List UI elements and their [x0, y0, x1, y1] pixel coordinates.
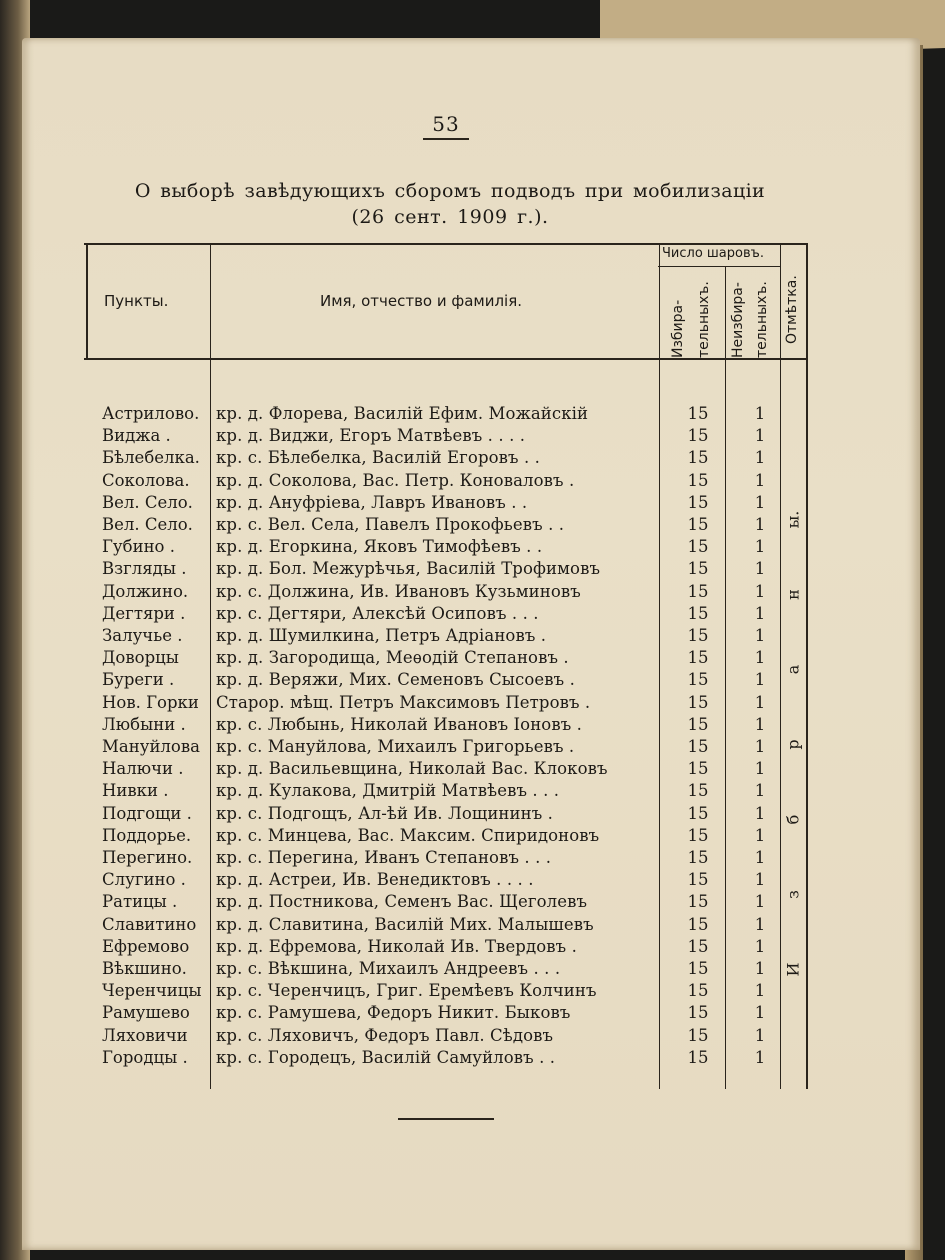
row-name: кр. с. Черенчицъ, Григ. Еремѣевъ Колчинъ	[216, 981, 597, 1001]
row-name: кр. с. Любынь, Николай Ивановъ Іоновъ .	[216, 714, 582, 734]
row-name: кр. д. Загородища, Меѳодій Степановъ .	[216, 648, 569, 668]
row-place: Взгляды .	[102, 559, 187, 579]
remark-letter: н	[783, 589, 803, 600]
row-place: Губино .	[102, 537, 175, 557]
row-for-count: 15	[687, 470, 709, 490]
row-name: кр. с. Минцева, Вас. Максим. Спиридоновъ	[216, 825, 600, 845]
row-for-count: 15	[687, 1003, 709, 1023]
row-place: Славитино	[102, 914, 197, 934]
row-against-count: 1	[754, 870, 766, 890]
row-place: Перегино.	[102, 848, 193, 867]
row-against-count: 1	[754, 426, 766, 446]
row-place: Налючи .	[102, 759, 184, 779]
row-against-count: 1	[754, 1047, 766, 1067]
page-subtitle-date: (26 сент. 1909 г.).	[351, 206, 549, 228]
header-place: Пункты.	[104, 292, 169, 310]
row-for-count: 15	[687, 714, 709, 734]
row-for-count: 15	[687, 781, 709, 801]
row-name: кр. д. Егоркина, Яковъ Тимофѣевъ . .	[216, 537, 543, 557]
row-for-count: 15	[687, 1025, 709, 1045]
row-name: кр. д. Соколова, Вас. Петр. Коноваловъ .	[216, 470, 575, 490]
header-for-line2: тельныхъ.	[696, 281, 712, 358]
row-for-count: 15	[687, 892, 709, 912]
row-against-count: 1	[754, 781, 766, 801]
row-against-count: 1	[754, 759, 766, 779]
row-place: Залучье .	[102, 626, 183, 645]
remark-letter: р	[783, 739, 803, 750]
row-against-count: 1	[754, 803, 766, 823]
row-for-count: 15	[687, 603, 709, 623]
remark-letter: ы.	[783, 510, 803, 529]
row-for-count: 15	[687, 515, 709, 534]
row-against-count: 1	[754, 914, 766, 934]
row-place: Нивки .	[102, 781, 169, 801]
row-against-count: 1	[754, 470, 766, 490]
row-against-count: 1	[754, 603, 766, 623]
row-against-count: 1	[754, 892, 766, 912]
row-place: Ратицы .	[102, 892, 178, 912]
row-name: кр. д. Васильевщина, Николай Вас. Клоковъ	[216, 759, 608, 779]
row-place: Виджа .	[102, 426, 171, 446]
row-name: кр. д. Веряжи, Мих. Семеновъ Сысоевъ .	[216, 670, 575, 690]
row-place: Буреги .	[102, 670, 175, 690]
table-header-bottom-rule	[84, 358, 808, 360]
remark-letter: з	[783, 890, 803, 899]
row-against-count: 1	[754, 537, 766, 557]
row-against-count: 1	[754, 670, 766, 690]
row-for-count: 15	[687, 404, 709, 423]
remark-letter: а	[783, 664, 803, 675]
row-against-count: 1	[754, 515, 766, 534]
row-name: кр. д. Флорева, Василій Ефим. Можайскій	[216, 404, 589, 423]
row-place: Бѣлебелка.	[102, 448, 200, 468]
row-place: Слугино .	[102, 870, 186, 890]
table-top-rule	[84, 243, 808, 245]
column-divider-place	[210, 244, 211, 1089]
table-left-rule	[86, 244, 88, 359]
row-for-count: 15	[687, 448, 709, 468]
row-place: Рамушево	[102, 1003, 190, 1023]
row-place: Поддорье.	[102, 825, 192, 845]
row-for-count: 15	[687, 492, 709, 512]
row-name: кр. с. Должина, Ив. Ивановъ Кузьминовъ	[216, 581, 581, 601]
row-name: кр. с. Городецъ, Василій Самуйловъ . .	[216, 1047, 556, 1067]
header-against-line2: тельныхъ.	[754, 281, 770, 358]
row-place: Доворцы	[102, 648, 179, 668]
row-place: Астрилово.	[102, 404, 200, 423]
row-name: кр. д. Ефремова, Николай Ив. Твердовъ .	[216, 936, 577, 956]
row-for-count: 15	[687, 914, 709, 934]
header-for-line1: Избира-	[670, 299, 686, 358]
row-for-count: 15	[687, 803, 709, 823]
page-title: О выборѣ завѣдующихъ сборомъ подводъ при мобилизаціи	[134, 180, 766, 202]
row-against-count: 1	[754, 492, 766, 512]
remark-letter: И	[783, 962, 803, 977]
row-place: Вѣкшино.	[102, 959, 187, 978]
row-name: кр. д. Постникова, Семенъ Вас. Щеголевъ	[216, 892, 588, 912]
row-name: кр. д. Славитина, Василій Мих. Малышевъ	[216, 914, 594, 934]
row-name: кр. д. Астреи, Ив. Венедиктовъ . . . .	[216, 870, 534, 890]
row-name: кр. д. Ануфріева, Лавръ Ивановъ . .	[216, 492, 528, 512]
row-against-count: 1	[754, 1025, 766, 1045]
remark-letter: б	[783, 814, 803, 825]
row-against-count: 1	[754, 959, 766, 978]
row-place: Подгощи .	[102, 803, 192, 823]
row-name: кр. с. Рамушева, Федоръ Никит. Быковъ	[216, 1003, 571, 1023]
row-name: кр. с. Бѣлебелка, Василій Егоровъ . .	[216, 448, 541, 468]
row-against-count: 1	[754, 448, 766, 468]
row-place: Ляховичи	[102, 1025, 188, 1045]
row-for-count: 15	[687, 959, 709, 978]
row-place: Любыни .	[102, 714, 186, 734]
header-remark: Отмѣтка.	[784, 275, 800, 344]
column-divider-name	[659, 244, 660, 1089]
row-place: Соколова.	[102, 470, 190, 490]
header-ballots: Число шаровъ.	[662, 246, 764, 261]
row-name: кр. с. Вѣкшина, Михаилъ Андреевъ . . .	[216, 959, 561, 978]
row-for-count: 15	[687, 737, 709, 756]
row-against-count: 1	[754, 626, 766, 645]
row-for-count: 15	[687, 1047, 709, 1067]
row-place: Черенчицы	[102, 981, 202, 1001]
row-against-count: 1	[754, 559, 766, 579]
row-for-count: 15	[687, 692, 709, 712]
row-name: кр. д. Бол. Межурѣчья, Василій Трофимовъ	[216, 559, 601, 579]
row-against-count: 1	[754, 848, 766, 867]
row-for-count: 15	[687, 870, 709, 890]
row-against-count: 1	[754, 404, 766, 423]
row-name: кр. с. Мануйлова, Михаилъ Григорьевъ .	[216, 737, 575, 756]
header-against-line1: Неизбира-	[730, 282, 746, 358]
row-for-count: 15	[687, 626, 709, 645]
row-against-count: 1	[754, 714, 766, 734]
row-place: Дегтяри .	[102, 603, 186, 623]
row-name: кр. д. Шумилкина, Петръ Адріановъ .	[216, 626, 547, 645]
row-name: Старор. мѣщ. Петръ Максимовъ Петровъ .	[216, 692, 591, 712]
row-name: кр. д. Виджи, Егоръ Матвѣевъ . . . .	[216, 426, 526, 446]
row-for-count: 15	[687, 559, 709, 579]
row-name: кр. д. Кулакова, Дмитрій Матвѣевъ . . .	[216, 781, 560, 801]
row-place: Городцы .	[102, 1047, 188, 1067]
page-number-underline	[423, 138, 469, 140]
row-name: кр. с. Дегтяри, Алексѣй Осиповъ . . .	[216, 603, 539, 623]
row-against-count: 1	[754, 936, 766, 956]
row-against-count: 1	[754, 581, 766, 601]
row-name: кр. с. Подгощъ, Ал-ѣй Ив. Лощининъ .	[216, 803, 554, 823]
header-name: Имя, отчество и фамилія.	[320, 292, 523, 310]
row-for-count: 15	[687, 581, 709, 601]
row-against-count: 1	[754, 981, 766, 1001]
row-place: Ефремово	[102, 936, 190, 956]
row-name: кр. с. Ляховичъ, Федоръ Павл. Сѣдовъ	[216, 1025, 554, 1045]
row-place: Нов. Горки	[102, 692, 199, 712]
row-for-count: 15	[687, 981, 709, 1001]
row-for-count: 15	[687, 670, 709, 690]
row-against-count: 1	[754, 825, 766, 845]
row-for-count: 15	[687, 426, 709, 446]
row-for-count: 15	[687, 848, 709, 867]
row-place: Вел. Село.	[102, 492, 193, 512]
row-for-count: 15	[687, 759, 709, 779]
row-name: кр. с. Перегина, Иванъ Степановъ . . .	[216, 848, 552, 867]
row-place: Мануйлова	[102, 737, 200, 756]
row-place: Вел. Село.	[102, 515, 193, 534]
page-number: 53	[432, 112, 460, 136]
row-for-count: 15	[687, 825, 709, 845]
ballots-header-rule	[658, 266, 780, 267]
row-against-count: 1	[754, 737, 766, 756]
remark-text	[781, 440, 805, 1000]
row-against-count: 1	[754, 1003, 766, 1023]
row-for-count: 15	[687, 537, 709, 557]
row-for-count: 15	[687, 648, 709, 668]
table-right-rule	[806, 244, 808, 1089]
end-rule	[398, 1118, 494, 1120]
row-for-count: 15	[687, 936, 709, 956]
row-place: Должино.	[102, 581, 189, 601]
row-against-count: 1	[754, 648, 766, 668]
row-name: кр. с. Вел. Села, Павелъ Прокофьевъ . .	[216, 515, 565, 534]
row-against-count: 1	[754, 692, 766, 712]
